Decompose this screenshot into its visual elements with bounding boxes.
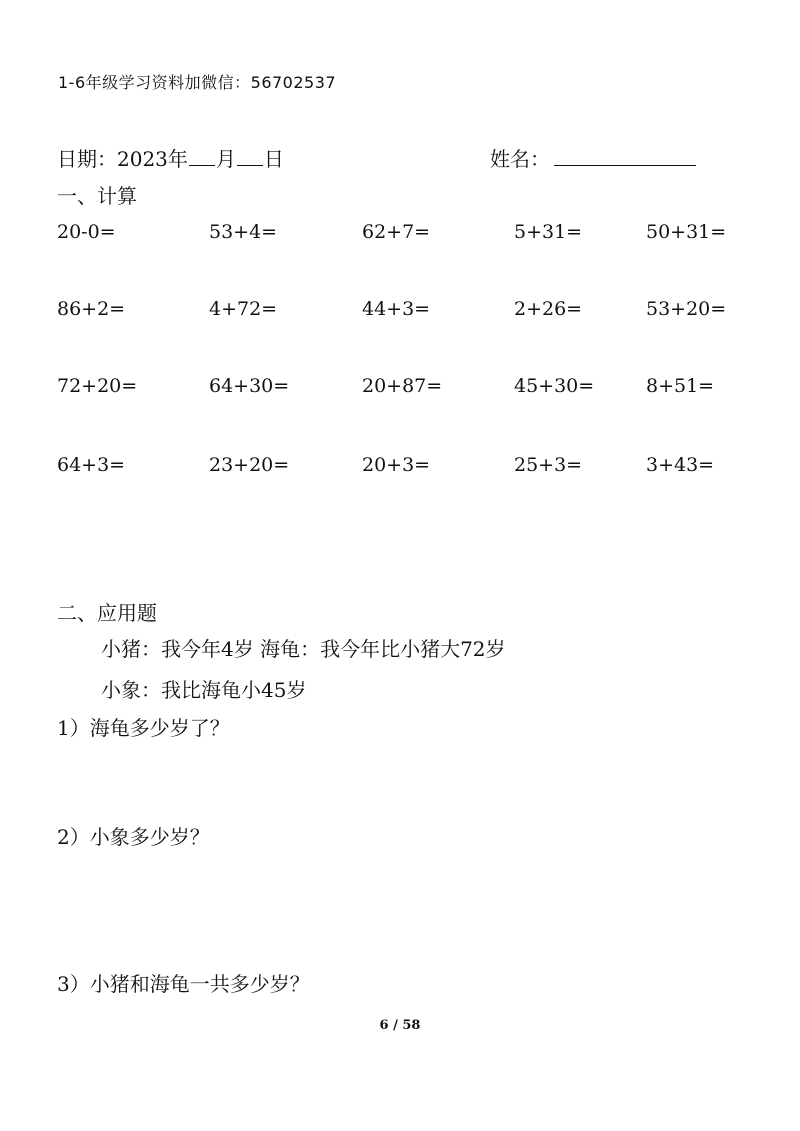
question-1: 1）海龟多少岁了？ <box>57 716 230 740</box>
month-blank[interactable] <box>189 147 215 166</box>
name-label: 姓名： <box>490 147 550 171</box>
problem: 23+20= <box>209 454 290 476</box>
date-field <box>57 143 284 172</box>
section1-title: 一、计算 <box>57 184 137 208</box>
problem: 8+51= <box>646 375 715 397</box>
name-field <box>490 143 696 172</box>
problem: 53+4= <box>209 221 278 243</box>
question-3: 3）小猪和海龟一共多少岁？ <box>57 972 310 996</box>
story-line: 小象：我比海龟小45岁 <box>101 678 307 702</box>
problem: 53+20= <box>646 298 727 320</box>
problem: 3+43= <box>646 454 715 476</box>
page-number: 6 / 58 <box>379 1018 421 1033</box>
header-note: 1-6年级学习资料加微信：56702537 <box>58 73 337 92</box>
problem: 64+30= <box>209 375 290 397</box>
story-line: 小猪：我今年4岁 海龟：我今年比小猪大72岁 <box>101 637 506 661</box>
problem: 20+87= <box>362 375 443 397</box>
problem: 64+3= <box>57 454 126 476</box>
date-label: 日期：2023年 <box>57 147 188 171</box>
day-label: 日 <box>263 147 284 171</box>
problem: 86+2= <box>57 298 126 320</box>
month-label: 月 <box>215 147 236 171</box>
problem: 25+3= <box>514 454 583 476</box>
day-blank[interactable] <box>237 147 263 166</box>
problem: 20-0= <box>57 221 116 243</box>
problem: 5+31= <box>514 221 583 243</box>
name-blank[interactable] <box>554 145 696 166</box>
problem: 20+3= <box>362 454 431 476</box>
problem: 50+31= <box>646 221 727 243</box>
problem: 45+30= <box>514 375 595 397</box>
problem: 72+20= <box>57 375 138 397</box>
question-2: 2）小象多少岁？ <box>57 825 210 849</box>
section2-title: 二、应用题 <box>57 601 157 625</box>
problem: 44+3= <box>362 298 431 320</box>
problem: 62+7= <box>362 221 431 243</box>
problem: 2+26= <box>514 298 583 320</box>
problem: 4+72= <box>209 298 278 320</box>
